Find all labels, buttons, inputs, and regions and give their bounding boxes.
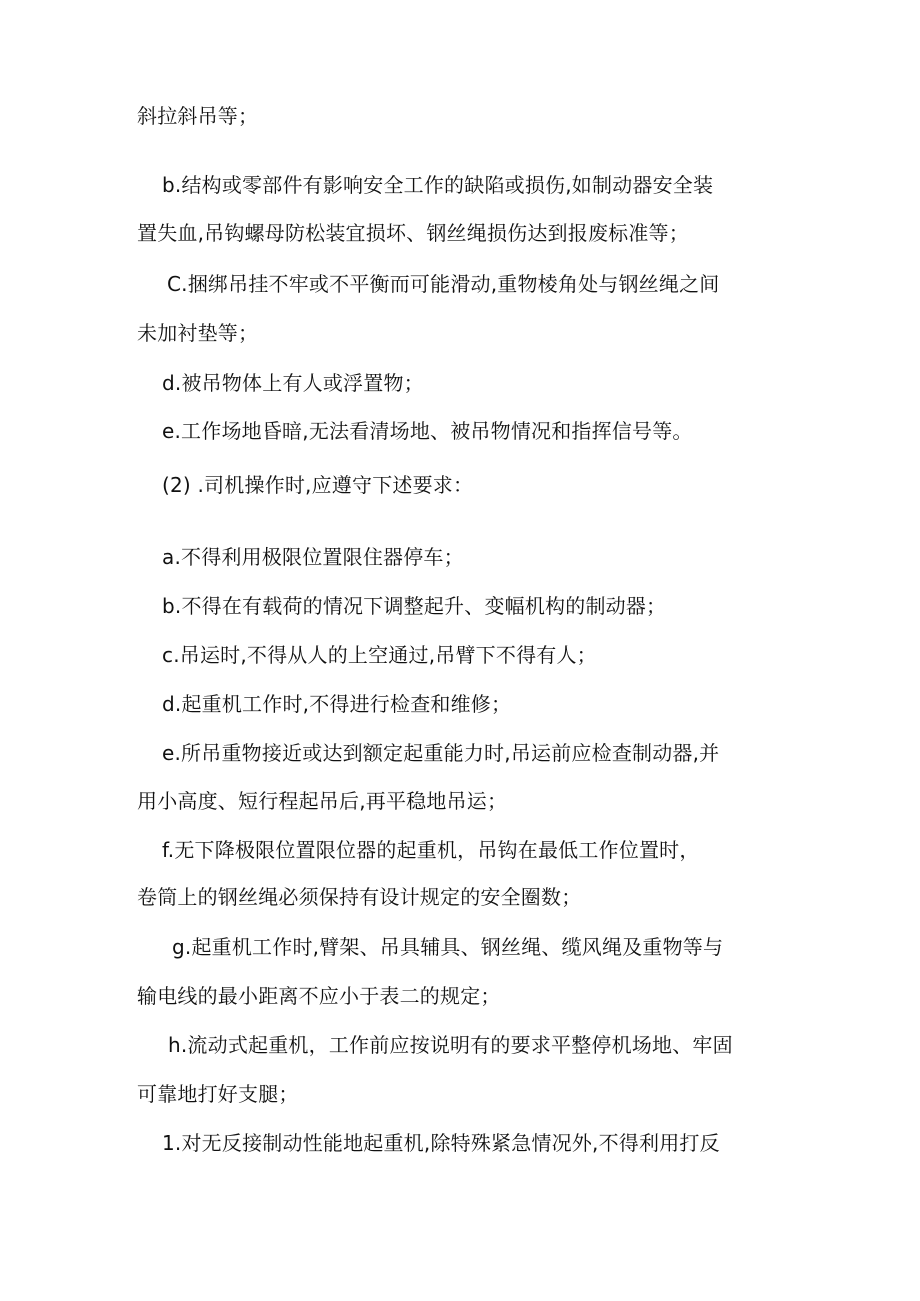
text-line: 未加衬垫等； [137,321,259,345]
text-line: d.起重机工作时,不得进行检查和维修； [162,692,512,716]
text-line: 置失血,吊钩螺母防松装宜损坏、钢丝绳损伤达到报废标准等； [137,221,689,245]
text-line: 卷筒上的钢丝绳必须保持有设计规定的安全圈数； [137,885,582,909]
text-line: C.捆绑吊挂不牢或不平衡而可能滑动,重物棱角处与钢丝绳之间 [167,272,720,296]
text-line: b.不得在有载荷的情况下调整起升、变幅机构的制动器； [162,594,667,618]
text-line: e.工作场地昏暗,无法看清场地、被吊物情况和指挥信号等。 [162,419,693,443]
text-line: (2) .司机操作时,应遵守下述要求： [162,473,474,497]
text-line: f.无下降极限位置限位器的起重机，吊钩在最低工作位置时， [162,838,700,862]
text-line: 输电线的最小距离不应小于表二的规定； [137,984,501,1008]
text-line: b.结构或零部件有影响安全工作的缺陷或损伤,如制动器安全装 [162,173,714,197]
text-line: g.起重机工作时,臂架、吊具辅具、钢丝绳、缆风绳及重物等与 [172,935,724,959]
text-line: d.被吊物体上有人或浮置物； [162,371,424,395]
text-line: 用小高度、短行程起吊后,再平稳地吊运； [137,789,508,813]
text-line: c.吊运时,不得从人的上空通过,吊臂下不得有人； [162,643,597,667]
text-line: 斜拉斜吊等； [137,104,259,128]
text-line: h.流动式起重机，工作前应按说明有的要求平整停机场地、牢固 [168,1033,733,1057]
text-line: a.不得利用极限位置限住器停车； [162,545,464,569]
text-line: 可靠地打好支腿； [137,1082,299,1106]
text-line: e.所吊重物接近或达到额定起重能力时,吊运前应检查制动器,并 [162,741,720,765]
text-line: 1.对无反接制动性能地起重机,除特殊紧急情况外,不得利用打反 [162,1131,720,1155]
